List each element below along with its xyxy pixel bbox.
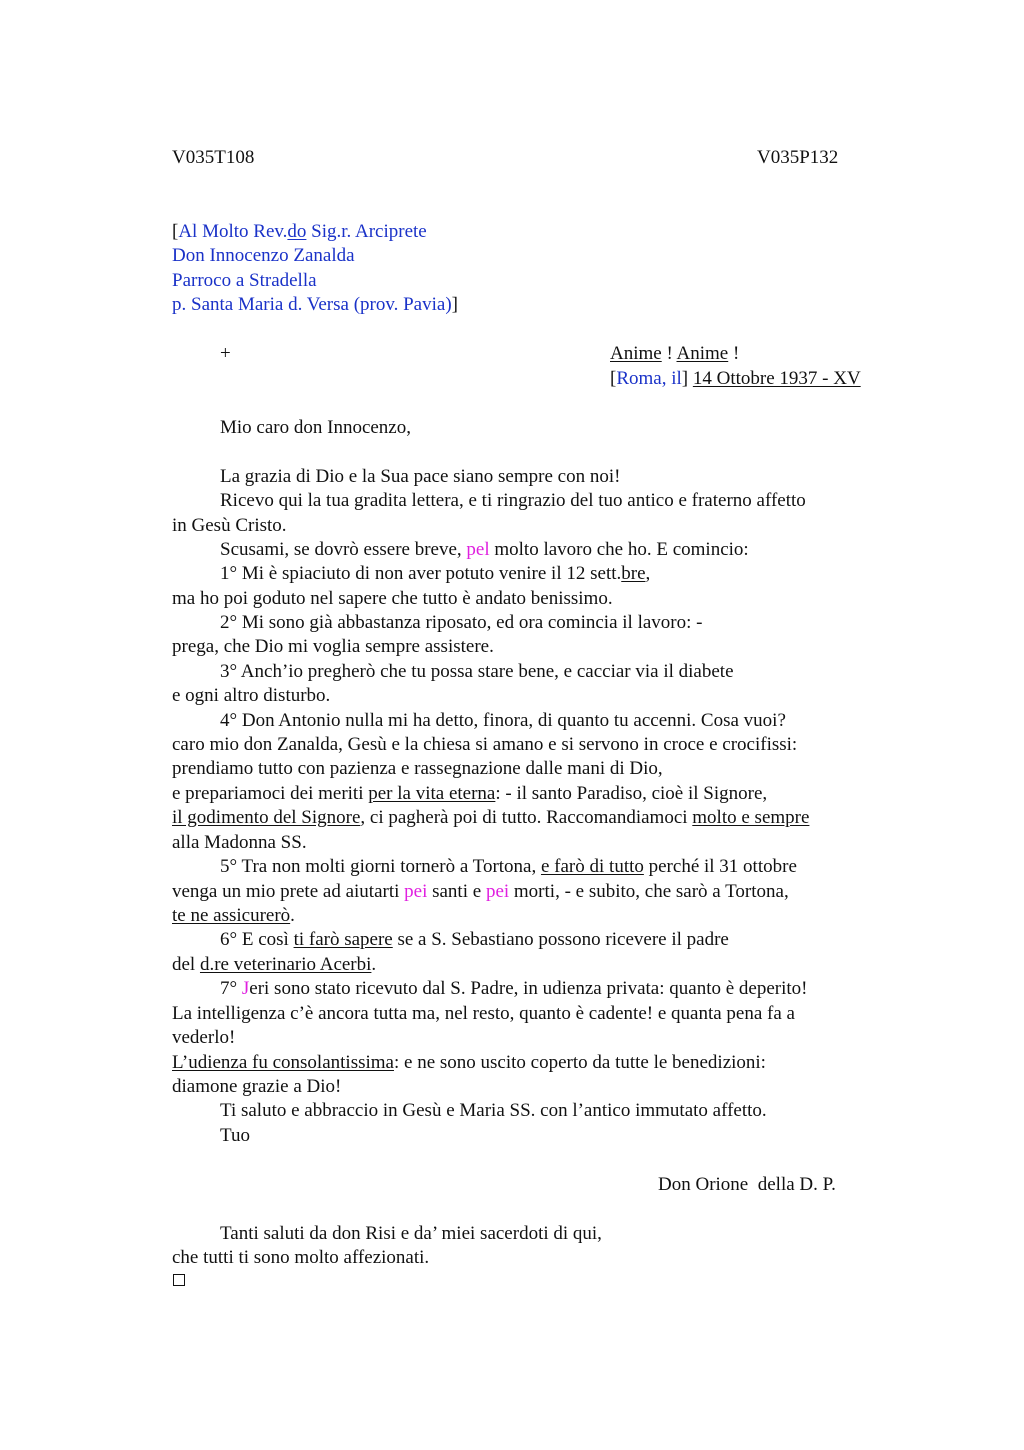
highlight-pei: pei: [404, 881, 428, 902]
motto: [610, 342, 739, 366]
paragraph-thanks-line-1: Ricevo qui la tua gradita lettera, e ti ringrazio del tuo antico e fraterno affetto: [220, 490, 806, 511]
item-6-line-2: del d.re veterinario Acerbi.: [172, 954, 377, 975]
item-4-line-4: e prepariamoci dei meriti per la vita eterna: - il santo Paradiso, cioè il Signore,: [172, 783, 768, 804]
item-6-line-1: 6° E così ti farò sapere se a S. Sebastiano possono ricevere il padre: [220, 929, 729, 950]
underlined-phrase: L’udienza fu consolantissima: [172, 1052, 394, 1073]
item-5-line-1: 5° Tra non molti giorni tornerò a Tortona, e farò di tutto perché il 31 ottobre: [220, 856, 797, 877]
bracket: [: [610, 368, 617, 389]
closing-line-2: Tuo: [220, 1125, 250, 1146]
item-5-line-2: venga un mio prete ad aiutarti pei santi e pei morti, - e subito, che sarò a Tortona,: [172, 881, 789, 902]
item-2-line-1: 2° Mi sono già abbastanza riposato, ed ora comincia il lavoro: -: [220, 612, 703, 633]
closing-line-1: Ti saluto e abbraccio in Gesù e Maria SS. con l’antico immutato affetto.: [220, 1100, 767, 1121]
abbrev-bre: bre: [621, 563, 646, 584]
underlined-phrase: e farò di tutto: [540, 856, 644, 877]
underlined-phrase: ti farò sapere: [293, 929, 393, 950]
item-4-line-5: il godimento del Signore, ci pagherà poi di tutto. Raccomandiamoci molto e sempre: [172, 807, 810, 828]
address-text: p. Santa Maria d. Versa (prov. Pavia): [172, 294, 452, 315]
document-code-right: V035P132: [757, 147, 839, 168]
paragraph-greeting: La grazia di Dio e la Sua pace siano sempre con noi!: [220, 466, 621, 487]
dateline-date: 14 Ottobre 1937 - XV: [692, 368, 861, 389]
address-text: Al Molto Rev.: [178, 221, 288, 242]
cross-symbol: +: [220, 343, 231, 364]
underlined-phrase: molto e sempre: [692, 807, 810, 828]
dateline-place: Roma, il: [616, 368, 682, 389]
postscript-line-2: che tutti ti sono molto affezionati.: [172, 1247, 430, 1268]
underlined-phrase: per la vita eterna: [368, 783, 496, 804]
bracket: ]: [681, 368, 689, 389]
item-4-line-6: alla Madonna SS.: [172, 832, 307, 853]
item-5-line-3: te ne assicurerò.: [172, 905, 295, 926]
highlight-pei: pei: [485, 881, 510, 902]
item-4-line-2: caro mio don Zanalda, Gesù e la chiesa si amano e si servono in croce e crocifissi:: [172, 734, 798, 755]
item-3-line-2: e ogni altro disturbo.: [172, 685, 331, 706]
paragraph-apology: Scusami, se dovrò essere breve, pel molto lavoro che ho. E comincio:: [220, 539, 749, 560]
item-7-line-4: L’udienza fu consolantissima: e ne sono uscito coperto da tutte le benedizioni:: [172, 1052, 766, 1073]
motto-anime-2: Anime: [676, 343, 729, 364]
bracket: ]: [451, 294, 458, 315]
address-line-3: Parroco a Stradella: [172, 270, 317, 291]
address-line-1: [172, 220, 427, 244]
item-4-line-3: prendiamo tutto con pazienza e rassegnazione dalle mani di Dio,: [172, 758, 663, 779]
underlined-phrase: d.re veterinario Acerbi: [199, 954, 372, 975]
motto-anime-1: Anime: [610, 343, 662, 364]
item-7-line-1: 7° Jeri sono stato ricevuto dal S. Padre, in udienza privata: quanto è deperito!: [220, 978, 808, 999]
item-7-line-3: vederlo!: [172, 1027, 236, 1048]
item-7-line-5: diamone grazie a Dio!: [172, 1076, 342, 1097]
motto-separator: !: [661, 343, 677, 364]
item-2-line-2: prega, che Dio mi voglia sempre assistere.: [172, 636, 494, 657]
salutation: Mio caro don Innocenzo,: [220, 417, 411, 438]
postscript-line-1: Tanti saluti da don Risi e da’ miei sacerdoti di qui,: [220, 1223, 602, 1244]
address-superscript-do: do: [287, 221, 307, 242]
paragraph-thanks-line-2: in Gesù Cristo.: [172, 515, 287, 536]
item-1-line-1: 1° Mi è spiaciuto di non aver potuto venire il 12 sett.bre,: [220, 563, 651, 584]
address-text: Sig.r. Arciprete: [306, 221, 427, 242]
bracket: [: [172, 221, 179, 242]
motto-end: !: [728, 343, 740, 364]
underlined-phrase: il godimento del Signore: [172, 807, 361, 828]
signature: Don Orione della D. P.: [658, 1174, 836, 1195]
item-7-line-2: La intelligenza c’è ancora tutta ma, nel resto, quanto è cadente! e quanta pena fa a: [172, 1003, 795, 1024]
address-line-2: Don Innocenzo Zanalda: [172, 245, 355, 266]
highlight-pel: pel: [466, 539, 490, 560]
document-code-left: V035T108: [172, 147, 255, 168]
item-1-line-2: ma ho poi goduto nel sapere che tutto è andato benissimo.: [172, 588, 613, 609]
address-line-4: [172, 293, 458, 317]
dateline: [610, 367, 861, 391]
underlined-phrase: te ne assicurerò: [172, 905, 291, 926]
item-3-line-1: 3° Anch’io pregherò che tu possa stare bene, e cacciar via il diabete: [220, 661, 734, 682]
highlight-j: J: [241, 978, 250, 999]
item-4-line-1: 4° Don Antonio nulla mi ha detto, finora, di quanto tu accenni. Cosa vuoi?: [220, 710, 786, 731]
end-marker-box-icon: [173, 1274, 185, 1286]
